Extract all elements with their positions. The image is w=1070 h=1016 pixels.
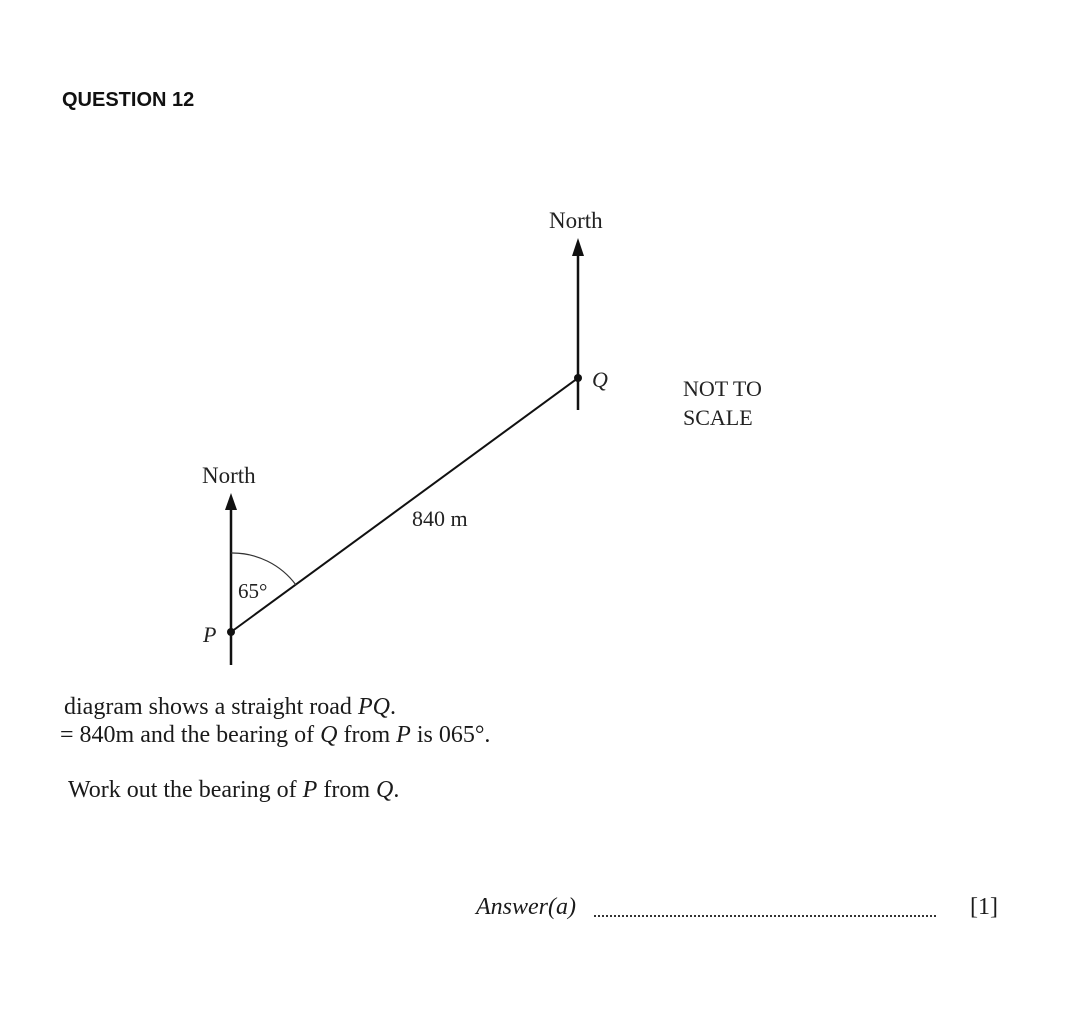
marks-label: [1]	[970, 894, 998, 920]
road-pq	[231, 378, 578, 632]
question-text-line1: diagram shows a straight road PQ.	[64, 694, 396, 720]
north-label-p: North	[202, 463, 256, 488]
distance-label: 840 m	[412, 506, 468, 531]
question-text-line2: = 840m and the bearing of Q from P is 065°.	[60, 722, 491, 748]
point-p-dot	[227, 628, 235, 636]
point-p-label: P	[203, 622, 217, 647]
angle-label: 65°	[238, 579, 268, 603]
question-heading: QUESTION 12	[62, 89, 195, 111]
point-q-label: Q	[592, 367, 608, 392]
not-to-scale-line2: SCALE	[683, 405, 753, 430]
not-to-scale-line1: NOT TO	[683, 376, 762, 401]
question-prompt: Work out the bearing of P from Q.	[68, 777, 400, 803]
north-arrow-p-icon	[225, 493, 237, 510]
north-arrow-q-icon	[572, 238, 584, 256]
answer-line[interactable]	[594, 915, 936, 917]
answer-label: Answer(a)	[476, 894, 576, 920]
north-label-q: North	[549, 208, 603, 233]
point-q-dot	[574, 374, 582, 382]
